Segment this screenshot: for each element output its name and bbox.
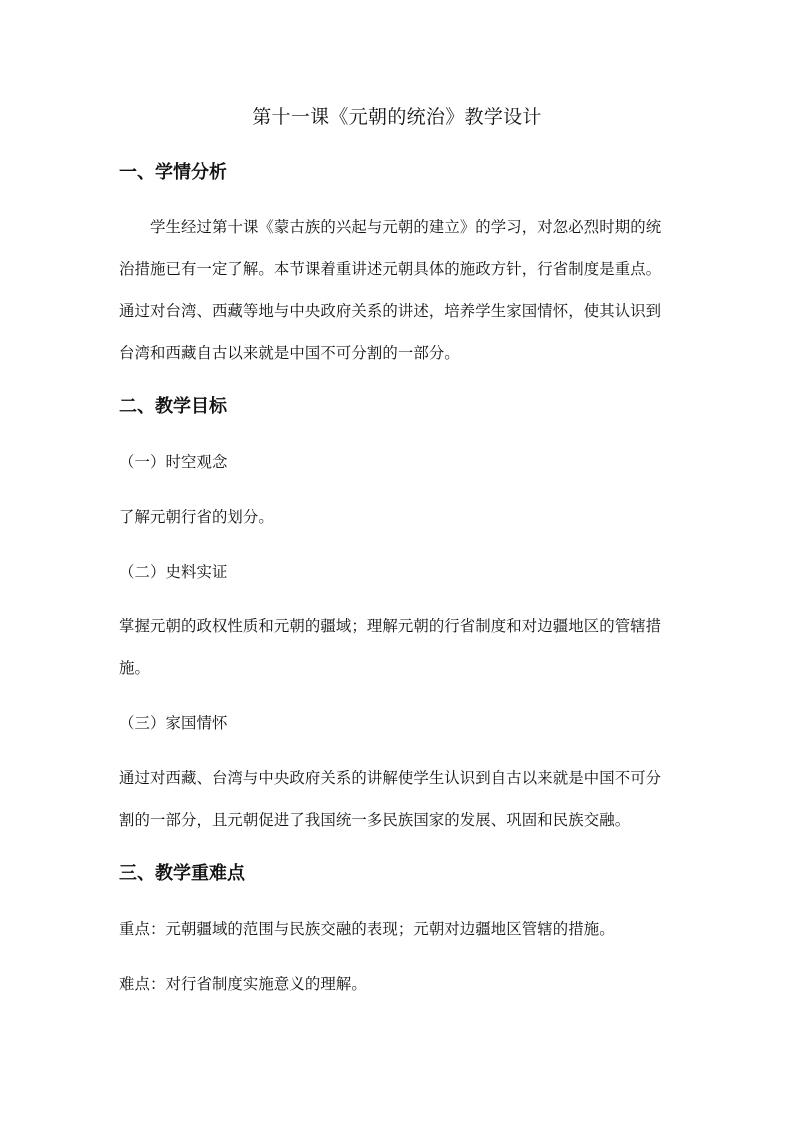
- section-heading-analysis: 一、学情分析: [119, 162, 227, 183]
- analysis-line: 通过对台湾、西藏等地与中央政府关系的讲述，培养学生家国情怀，使其认识到: [119, 302, 662, 320]
- key-point-line: 重点：元朝疆域的范围与民族交融的表现；元朝对边疆地区管辖的措施。: [119, 920, 615, 938]
- goal-line: 通过对西藏、台湾与中央政府关系的讲解使学生认识到自古以来就是中国不可分: [119, 769, 662, 787]
- subheading-patriotism: （三）家国情怀: [119, 714, 228, 732]
- analysis-line: 台湾和西藏自古以来就是中国不可分割的一部分。: [119, 344, 460, 362]
- goal-line: 掌握元朝的政权性质和元朝的疆域；理解元朝的行省制度和对边疆地区的管辖措: [119, 617, 662, 635]
- analysis-line: 学生经过第十课《蒙古族的兴起与元朝的建立》的学习，对忽必烈时期的统: [150, 218, 662, 236]
- difficult-point-line: 难点：对行省制度实施意义的理解。: [119, 975, 367, 993]
- section-heading-goals: 二、教学目标: [119, 396, 227, 417]
- analysis-line: 治措施已有一定了解。本节课着重讲述元朝具体的施政方针，行省制度是重点。: [119, 260, 662, 278]
- document-title: 第十一课《元朝的统治》教学设计: [252, 106, 542, 128]
- section-heading-keypoints: 三、教学重难点: [119, 863, 245, 884]
- goal-line: 割的一部分，且元朝促进了我国统一多民族国家的发展、巩固和民族交融。: [119, 811, 631, 829]
- subheading-evidence: （二）史料实证: [119, 563, 228, 581]
- goal-line: 了解元朝行省的划分。: [119, 508, 274, 526]
- goal-line: 施。: [119, 659, 150, 677]
- subheading-spacetime: （一）时空观念: [119, 453, 228, 471]
